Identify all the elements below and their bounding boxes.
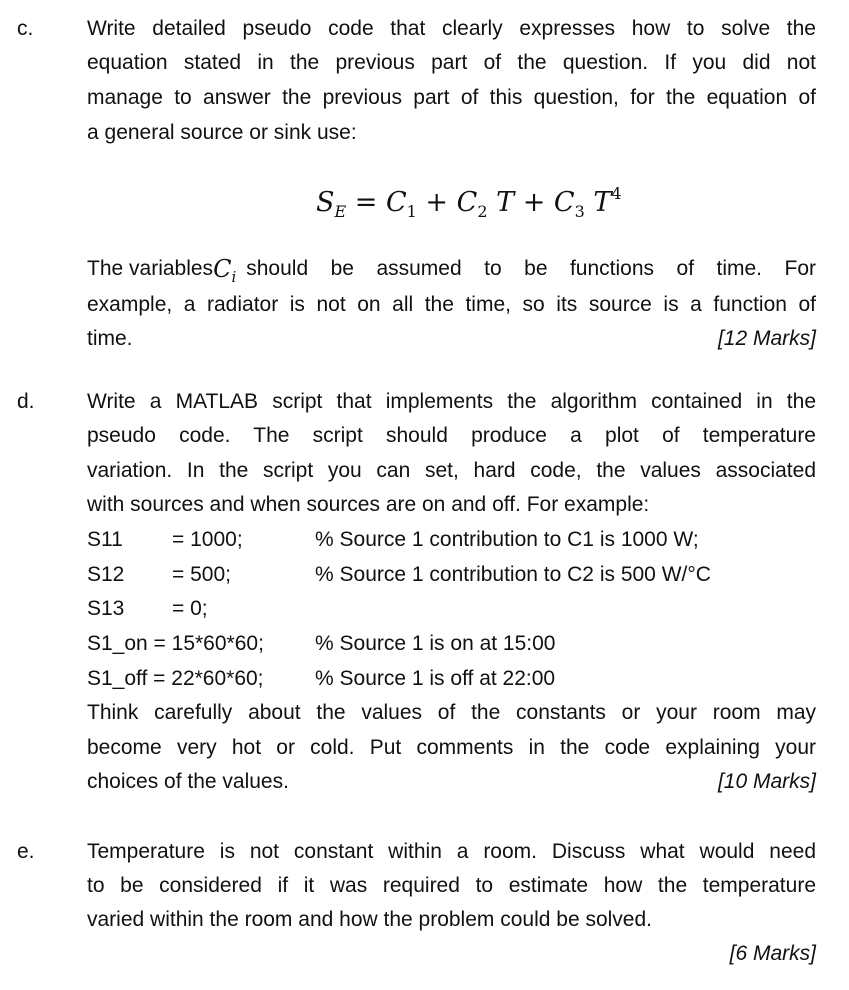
variables-pre-text: The variables [87, 257, 214, 280]
part-d-text-line-7: choices of the values. [87, 770, 289, 793]
part-e-text-line-3: varied within the room and how the problem could be solved. [87, 908, 652, 931]
part-c-marks: [12 Marks] [717, 327, 816, 350]
part-e-label: e. [17, 840, 35, 863]
code-comment-s11: % Source 1 contribution to C1 is 1000 W; [315, 528, 699, 551]
part-d-text-line-4: with sources and when sources are on and off. For example: [87, 493, 650, 516]
part-c-text-line-6: example, a radiator is not on all the time, so its source is a function of [87, 293, 816, 316]
part-d-text-line-3: variation. In the script you can set, hard code, the values associated [87, 459, 816, 482]
part-d-text-line-1: Write a MATLAB script that implements the algorithm contained in the [87, 390, 816, 413]
part-c-text-line-3: manage to answer the previous part of this question, for the equation of [87, 86, 816, 109]
part-c-text-line-7: time. [87, 327, 133, 350]
part-d-text-line-6: become very hot or cold. Put comments in the code explaining your [87, 736, 816, 759]
code-assign-s13: = 0; [172, 597, 208, 620]
part-d-text-line-2: pseudo code. The script should produce a plot of temperature [87, 424, 816, 447]
code-var-s13: S13 [87, 597, 125, 620]
part-c-variables-line [87, 257, 816, 289]
code-assign-s11: = 1000; [172, 528, 243, 551]
part-e-marks: [6 Marks] [729, 942, 816, 965]
code-s1-on: S1_on = 15*60*60; [87, 632, 264, 655]
part-e-text-line-1: Temperature is not constant within a room. Discuss what would need [87, 840, 816, 863]
code-var-s11: S11 [87, 528, 123, 551]
code-assign-s12: = 500; [172, 563, 231, 586]
part-d-text-line-5: Think carefully about the values of the constants or your room may [87, 701, 816, 724]
source-equation: $S_E = C_1 + C_2$ $T + C_3$ $T^4$ [316, 184, 622, 221]
part-e-text-line-2: to be considered if it was required to estimate how the temperature [87, 874, 816, 897]
part-c-label: c. [17, 17, 34, 40]
code-var-s12: S12 [87, 563, 125, 586]
variables-post-text: should be assumed to be functions of time. For [246, 257, 816, 280]
part-c-text-line-4: a general source or sink use: [87, 121, 357, 144]
part-d-label: d. [17, 390, 35, 413]
part-c-text-line-1: Write detailed pseudo code that clearly expresses how to solve the [87, 17, 816, 40]
code-comment-s1-off: % Source 1 is off at 22:00 [315, 667, 556, 690]
ci-symbol: $C_i$ [213, 255, 237, 286]
code-comment-s1-on: % Source 1 is on at 15:00 [315, 632, 556, 655]
code-s1-off: S1_off = 22*60*60; [87, 667, 264, 690]
part-d-marks: [10 Marks] [717, 770, 816, 793]
code-comment-s12: % Source 1 contribution to C2 is 500 W/°C [315, 563, 711, 586]
part-c-text-line-2: equation stated in the previous part of the question. If you did not [87, 51, 816, 74]
